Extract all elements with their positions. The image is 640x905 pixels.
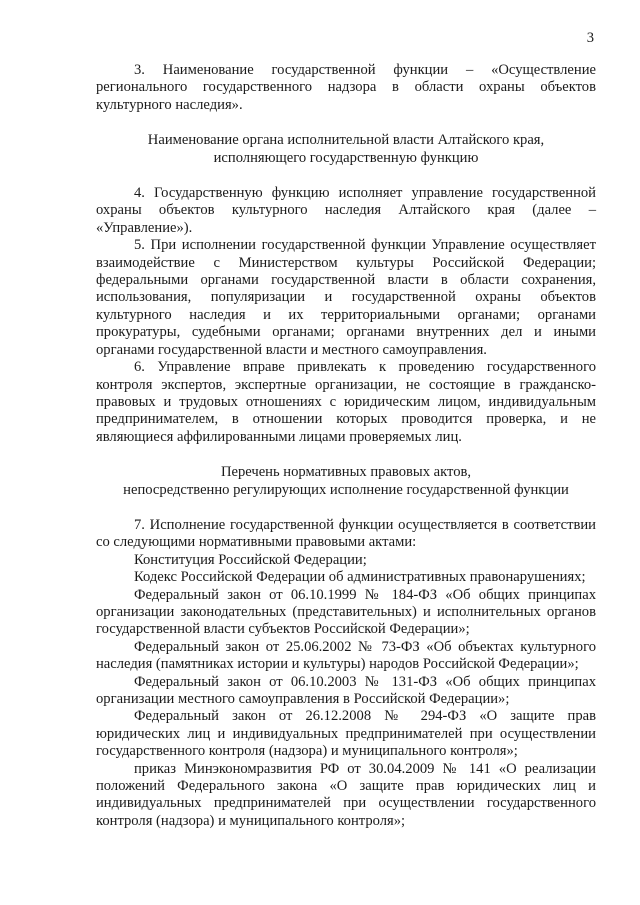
heading-line: исполняющего государственную функцию xyxy=(213,149,479,166)
paragraph-item-6: 6. Управление вправе привлекать к проведению государственного контроля экспертов, экспертные организации, не состоящие в гражданско-правовых и трудовых отношениях с юридическим лицом, индивидуальным предпринимателем, в отношении которых проводится проверка, и не являющиеся аффилированными лицами проверяемых лиц. xyxy=(96,359,596,445)
paragraph-item-5: 5. При исполнении государственной функции Управление осуществляет взаимодействие с Министерством культуры Российской Федерации; федеральными органами государственной власти в области сохранения, использования, популяризации и государственной охраны объектов культурного наследия и их территориальными органами; органами прокуратуры, судебными органами; органами внутренних дел и иными органами государственной власти и местного самоуправления. xyxy=(96,237,596,358)
paragraph-item-4: 4. Государственную функцию исполняет управление государственной охраны объектов культурного наследия Алтайского края (далее – «Управление»). xyxy=(96,185,596,236)
legal-act-item: Конституция Российской Федерации; xyxy=(134,551,367,568)
heading-line: Наименование органа исполнительной власти Алтайского края, xyxy=(147,132,545,149)
section-heading-legal-acts xyxy=(96,464,596,499)
page-number: 3 xyxy=(586,30,594,46)
heading-line: Перечень нормативных правовых актов, xyxy=(220,464,472,481)
legal-act-item: Кодекс Российской Федерации об административных правонарушениях; xyxy=(134,569,586,586)
legal-act-item: Федеральный закон от 26.12.2008 № 294-ФЗ «О защите прав юридических лиц и индивидуальных предпринимателей при осуществлении государственного контроля (надзора) и муниципального контроля»; xyxy=(96,708,596,760)
paragraph-item-7: 7. Исполнение государственной функции осуществляется в соответствии со следующими нормативными правовыми актами: xyxy=(96,516,596,551)
legal-act-item: Федеральный закон от 25.06.2002 № 73-ФЗ «Об объектах культурного наследия (памятниках истории и культуры) народов Российской Федерации»; xyxy=(96,638,596,673)
heading-line: непосредственно регулирующих исполнение государственной функции xyxy=(123,481,569,498)
legal-act-item: приказ Минэкономразвития РФ от 30.04.2009 № 141 «О реализации положений Федерального закона «О защите прав юридических лиц и индивидуальных предпринимателей при осуществлении государственного контроля (надзора) и муниципального контроля»; xyxy=(96,760,596,829)
paragraph-item-3: 3. Наименование государственной функции – «Осуществление регионального государственного надзора в области охраны объектов культурного наследия». xyxy=(96,62,596,113)
legal-act-item: Федеральный закон от 06.10.1999 № 184-ФЗ «Об общих принципах организации законодательных (представительных) и исполнительных органов государственной власти субъектов Российской Федерации»; xyxy=(96,586,596,638)
document-body xyxy=(96,62,596,830)
section-heading-executive-body xyxy=(96,132,596,167)
legal-act-item: Федеральный закон от 06.10.2003 № 131-ФЗ «Об общих принципах организации местного самоуправления в Российской Федерации»; xyxy=(96,673,596,707)
